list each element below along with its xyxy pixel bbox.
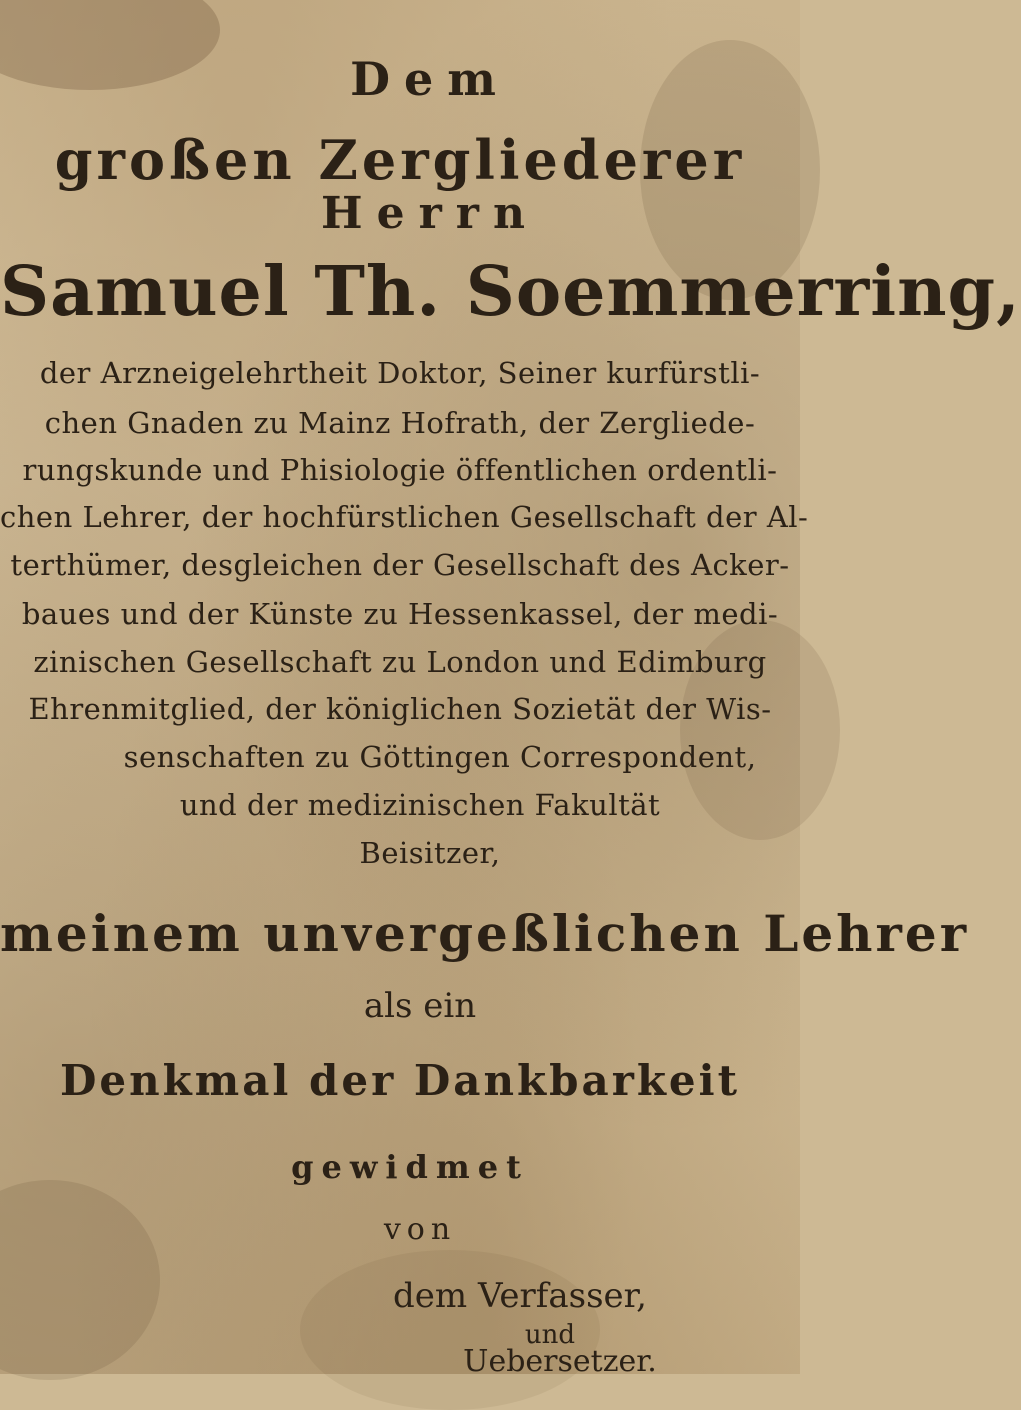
titles-line-11: Beisitzer, bbox=[359, 836, 501, 870]
titles-line-6: baues und der Künste zu Hessenkassel, der medi- bbox=[21, 597, 779, 631]
titles-line-5: terthümer, desgleichen der Gesellschaft des Acker- bbox=[10, 548, 790, 582]
titles-line-8: Ehrenmitglied, der königlichen Sozietät der Wis- bbox=[28, 692, 772, 726]
dedication-uebersetzer: Uebersetzer. bbox=[463, 1344, 657, 1379]
dedication-denkmal: Denkmal der Dankbarkeit bbox=[59, 1056, 740, 1105]
titles-line-10: und der medizinischen Fakultät bbox=[179, 788, 661, 822]
titles-line-2: chen Gnaden zu Mainz Hofrath, der Zergliede- bbox=[44, 406, 756, 440]
dedication-gewidmet: gewidmet bbox=[291, 1148, 529, 1186]
titles-line-7: zinischen Gesellschaft zu London und Edimburg bbox=[33, 645, 767, 679]
dedication-verfasser: dem Verfasser, bbox=[393, 1276, 647, 1316]
dedication-als-ein: als ein bbox=[363, 986, 477, 1026]
dedication-meinem: meinem unvergeßlichen Lehrer bbox=[0, 904, 970, 963]
titles-line-4: chen Lehrer, der hochfürstlichen Gesellschaft der Al- bbox=[0, 500, 809, 534]
heading-dem: Dem bbox=[350, 52, 510, 106]
titles-line-1: der Arzneigelehrtheit Doktor, Seiner kurfürstli- bbox=[39, 356, 761, 390]
heading-name: Samuel Th. Soemmerring, bbox=[0, 252, 1021, 332]
dedication-von: von bbox=[383, 1212, 457, 1247]
dedication-und: und bbox=[524, 1320, 576, 1350]
titles-line-3: rungskunde und Phisiologie öffentlichen ordentli- bbox=[22, 453, 778, 487]
heading-herrn: Herrn bbox=[321, 188, 539, 239]
heading-grossen-zergliederer: großen Zergliederer bbox=[54, 128, 746, 192]
titles-line-9: senschaften zu Göttingen Correspondent, bbox=[123, 740, 757, 774]
